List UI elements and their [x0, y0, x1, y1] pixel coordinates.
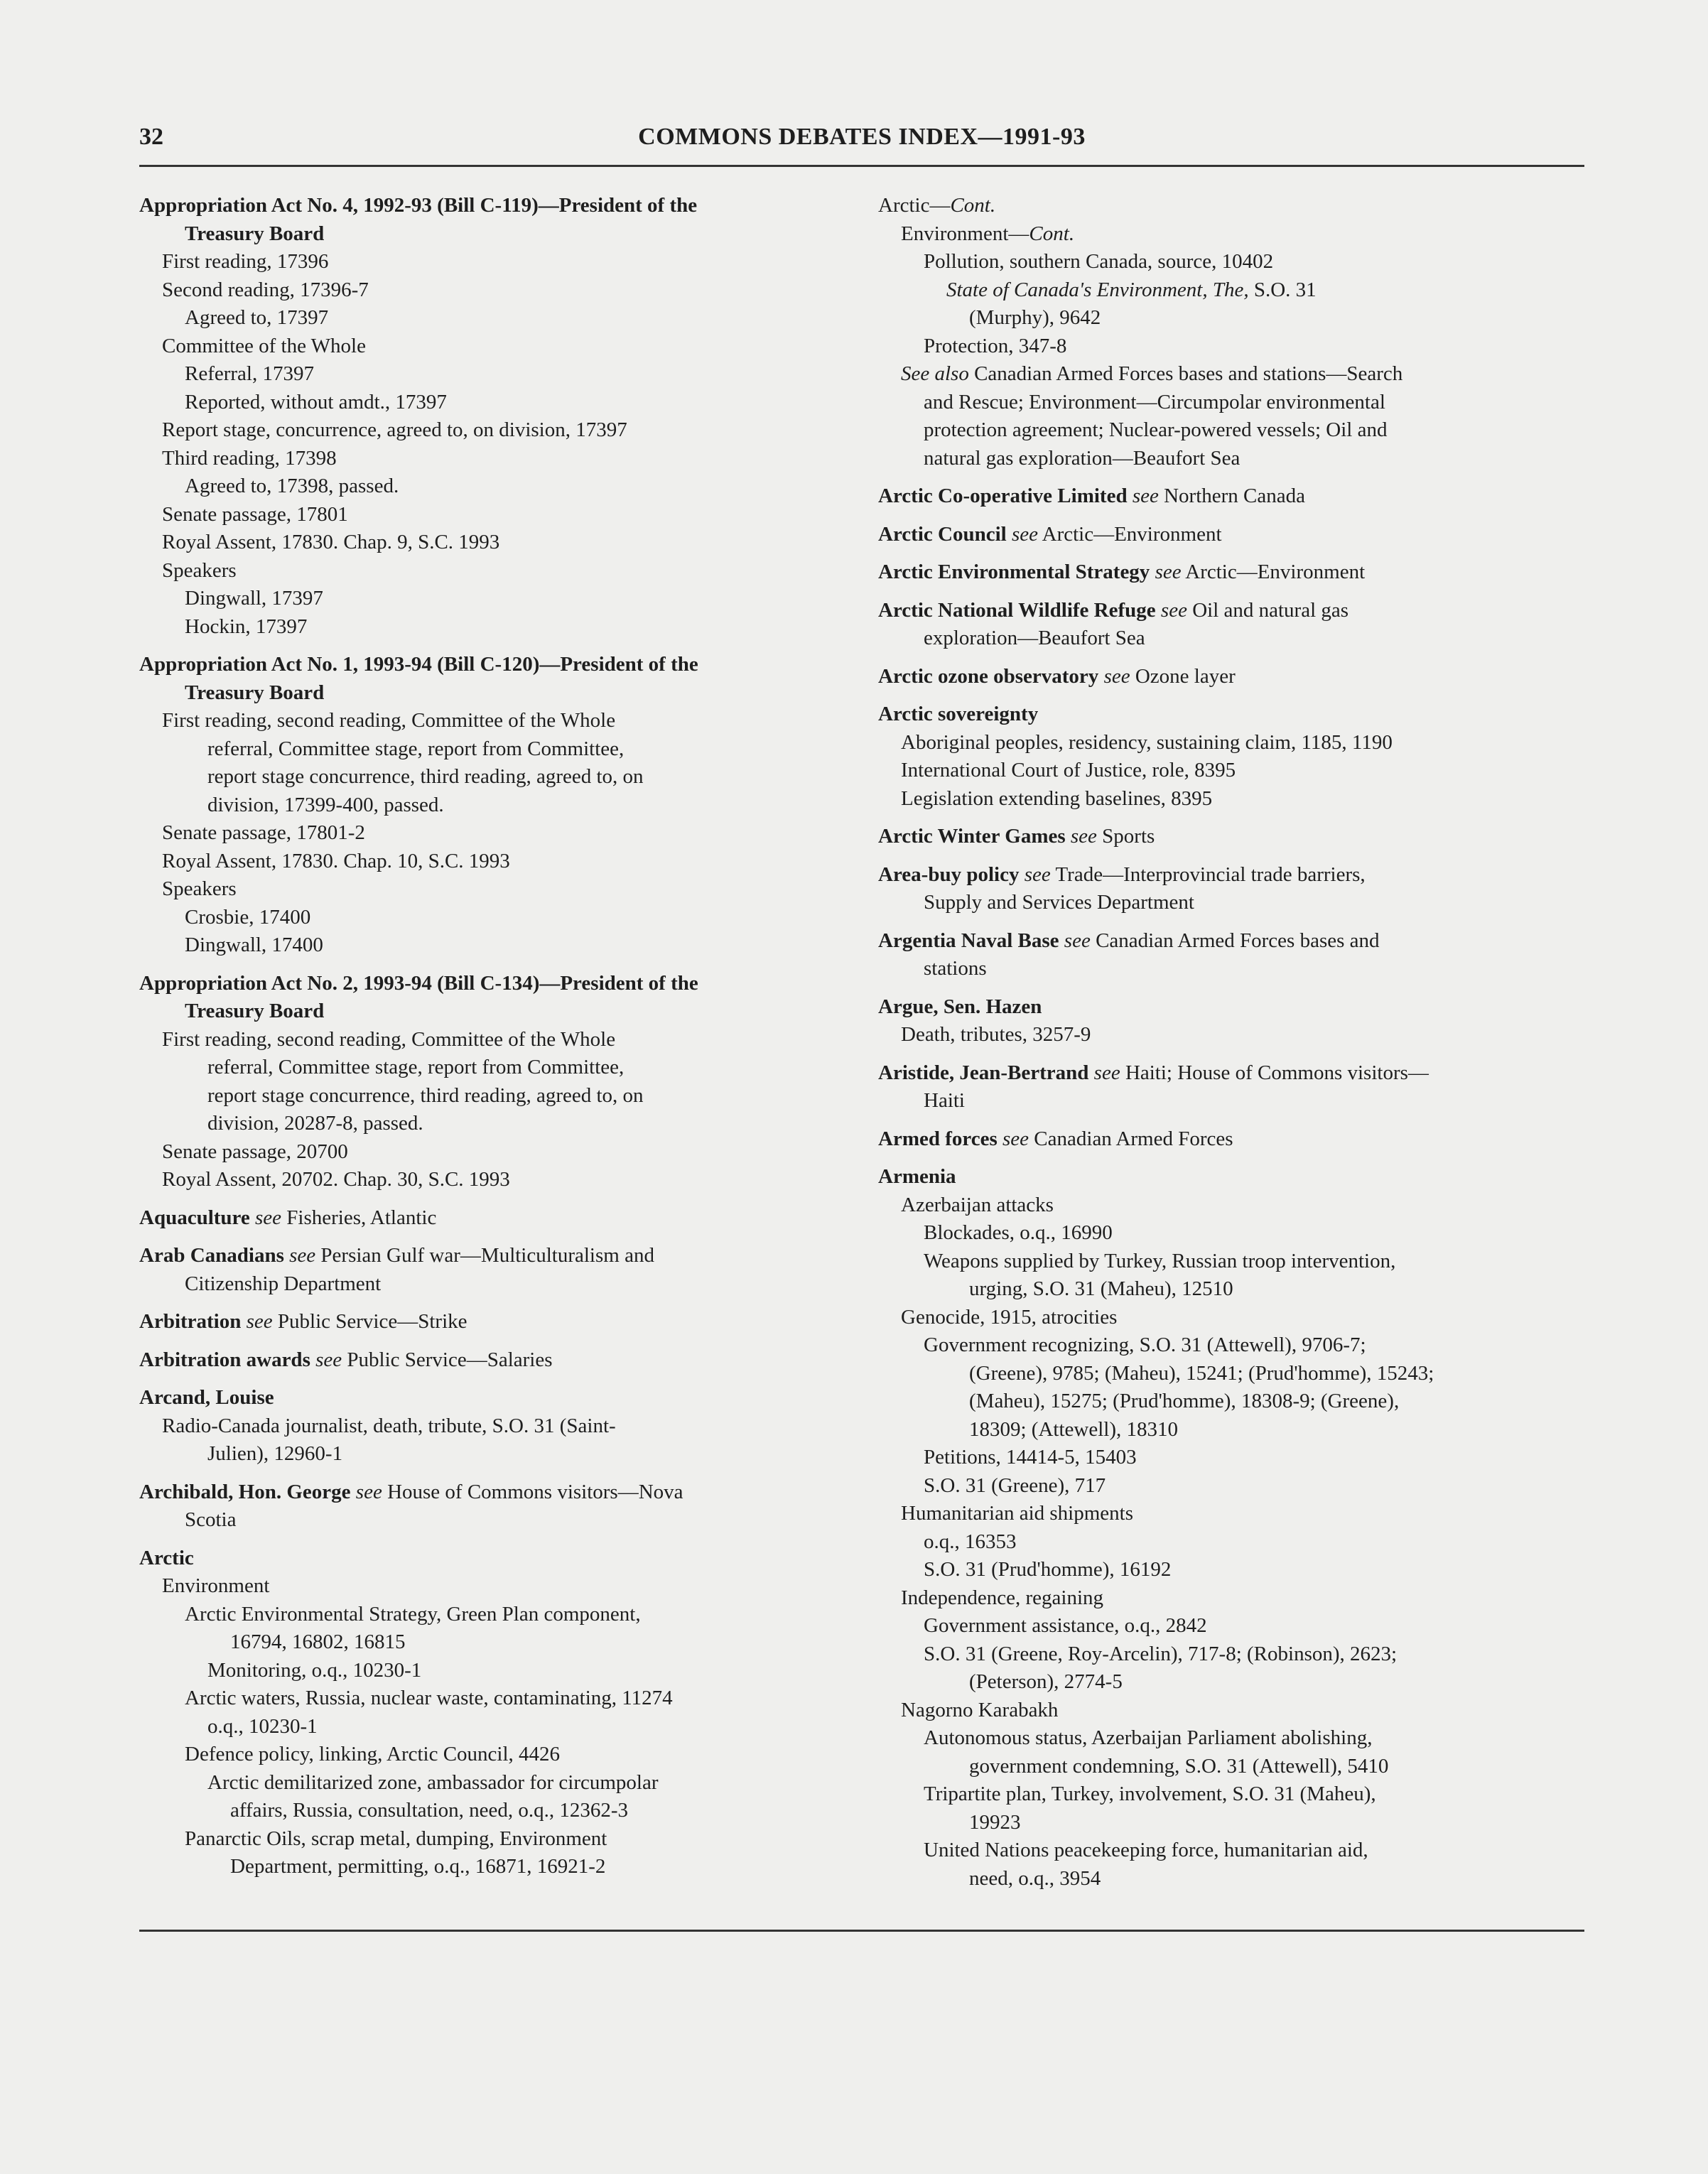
entry-term: Aquaculture: [139, 1206, 250, 1229]
see-reference: see: [355, 1480, 382, 1503]
subentry: Weapons supplied by Turkey, Russian troop intervention,: [924, 1249, 1396, 1272]
see-reference: see: [255, 1206, 282, 1229]
see-reference: see: [1132, 485, 1159, 507]
subentry: Royal Assent, 17830. Chap. 10, S.C. 1993: [162, 849, 510, 872]
cross-reference-cont: stations: [924, 957, 987, 980]
left-column: [139, 192, 843, 1891]
index-entry-armed-forces: [878, 1125, 1582, 1154]
index-entry-arctic-sovereignty: [878, 701, 1582, 813]
subentry: 18309; (Attewell), 18310: [969, 1417, 1178, 1441]
entry-line: [878, 558, 1582, 587]
index-entry-aquaculture: [139, 1204, 843, 1233]
entry-term: Arctic: [139, 1546, 194, 1569]
subentry: Committee of the Whole: [162, 334, 366, 357]
subentry: need, o.q., 3954: [969, 1866, 1101, 1890]
index-entry-appropriation-act-2: [139, 970, 843, 1194]
cross-reference: Canadian Armed Forces bases and stations—Search: [974, 362, 1403, 385]
subentry: report stage concurrence, third reading, agreed to, on: [207, 1083, 644, 1107]
cross-reference-cont: Citizenship Department: [185, 1272, 382, 1295]
subentry: S.O. 31 (Greene, Roy-Arcelin), 717-8; (Robinson), 2623;: [924, 1642, 1398, 1665]
subentry: Petitions, 14414-5, 15403: [924, 1446, 1137, 1469]
cross-reference: Persian Gulf war—Multiculturalism and: [320, 1244, 654, 1267]
index-entry-appropriation-act-1: [139, 651, 843, 960]
subentry: division, 17399-400, passed.: [207, 793, 444, 816]
entry-line: [139, 1204, 843, 1233]
entry-line: [878, 861, 1582, 889]
entry-term: Area-buy policy: [878, 862, 1020, 886]
subentry: United Nations peacekeeping force, humanitarian aid,: [924, 1839, 1368, 1861]
cross-reference: Canadian Armed Forces bases and: [1096, 929, 1380, 952]
subentry: division, 20287-8, passed.: [207, 1112, 423, 1135]
subentry: Crosbie, 17400: [185, 905, 311, 929]
see-reference: see: [1024, 862, 1051, 886]
see-reference: see: [1103, 664, 1130, 688]
subentry: Aboriginal peoples, residency, sustaining claim, 1185, 1190: [901, 730, 1393, 754]
see-reference: see: [1093, 1061, 1120, 1084]
subentry: urging, S.O. 31 (Maheu), 12510: [969, 1277, 1233, 1300]
page-number: 32: [139, 124, 163, 150]
entry-line: [878, 823, 1582, 851]
subentry: Tripartite plan, Turkey, involvement, S.O. 31 (Maheu),: [924, 1783, 1376, 1805]
cross-reference: Oil and natural gas: [1192, 598, 1349, 622]
subentry: Agreed to, 17397: [185, 306, 329, 329]
entry-term: Argentia Naval Base: [878, 929, 1059, 952]
entry-line: [878, 1059, 1582, 1088]
subentry: Legislation extending baselines, 8395: [901, 786, 1213, 810]
entry-line: [878, 1125, 1582, 1154]
entry-line: [878, 482, 1582, 511]
index-entry-arctic-ozone: [878, 663, 1582, 691]
subentry: Department, permitting, o.q., 16871, 16921-2: [230, 1855, 606, 1878]
subentry: Autonomous status, Azerbaijan Parliament abolishing,: [924, 1726, 1373, 1749]
subentry: Speakers: [162, 558, 237, 582]
running-head: [139, 119, 1584, 155]
see-reference: see: [1011, 522, 1038, 546]
entry-term: Arctic National Wildlife Refuge: [878, 598, 1156, 622]
entry-line: [139, 1308, 843, 1336]
subentry-ref: S.O. 31: [1253, 278, 1317, 301]
subentry: report stage concurrence, third reading, agreed to, on: [207, 765, 644, 788]
subentry: Azerbaijan attacks: [901, 1193, 1054, 1216]
index-entry-argentia: [878, 927, 1582, 983]
index-entry-arctic-cont: [878, 192, 1582, 472]
entry-term: Archibald, Hon. George: [139, 1480, 351, 1503]
cross-reference: Northern Canada: [1164, 485, 1306, 507]
entry-term: Arab Canadians: [139, 1244, 284, 1267]
subentry: Arctic waters, Russia, nuclear waste, contaminating, 11274: [185, 1687, 673, 1709]
index-entry-area-buy-policy: [878, 861, 1582, 917]
cross-reference-cont: protection agreement; Nuclear-powered vessels; Oil and: [924, 418, 1388, 441]
right-column: [878, 192, 1582, 1903]
subentry: Dingwall, 17397: [185, 587, 323, 610]
index-entry-arab-canadians: [139, 1242, 843, 1298]
entry-term: Arctic ozone observatory: [878, 664, 1099, 688]
cross-reference: Fisheries, Atlantic: [286, 1206, 437, 1229]
index-entry-appropriation-act-4: [139, 192, 843, 641]
subentry: referral, Committee stage, report from Committee,: [207, 737, 625, 760]
subentry: Reported, without amdt., 17397: [185, 390, 447, 413]
page-title: COMMONS DEBATES INDEX—1991-93: [638, 124, 1086, 150]
entry-term: Arctic Winter Games: [878, 825, 1066, 848]
entry-term: Armenia: [878, 1165, 956, 1188]
subentry: Report stage, concurrence, agreed to, on division, 17397: [162, 418, 627, 441]
subentry: Arctic demilitarized zone, ambassador for circumpolar: [207, 1770, 659, 1794]
see-reference: see: [1160, 598, 1187, 622]
publication-title: State of Canada's Environment, The,: [946, 278, 1249, 301]
subentry: (Murphy), 9642: [969, 306, 1101, 329]
entry-term: Armed forces: [878, 1127, 998, 1150]
entry-line: [878, 192, 1582, 220]
cross-reference: Canadian Armed Forces: [1034, 1127, 1233, 1150]
entry-term: Argue, Sen. Hazen: [878, 995, 1042, 1018]
subentry: Dingwall, 17400: [185, 934, 323, 956]
subentry: S.O. 31 (Prud'homme), 16192: [924, 1558, 1172, 1581]
subentry: Second reading, 17396-7: [162, 278, 369, 301]
cross-reference-cont: Supply and Services Department: [924, 891, 1194, 914]
subentry: S.O. 31 (Greene), 717: [924, 1473, 1106, 1497]
subentry: referral, Committee stage, report from Committee,: [207, 1056, 625, 1078]
entry-heading-cont: Treasury Board: [185, 681, 325, 704]
subentry: Julien), 12960-1: [207, 1442, 343, 1465]
index-entry-argue: [878, 993, 1582, 1049]
entry-heading: Appropriation Act No. 4, 1992-93 (Bill C-119)—President of the: [139, 194, 698, 217]
subentry: Hockin, 17397: [185, 615, 308, 638]
index-entry-arbitration: [139, 1308, 843, 1336]
index-entry-arctic-wildlife: [878, 597, 1582, 653]
subentry: Third reading, 17398: [162, 446, 337, 470]
footer-rule: [139, 1930, 1584, 1932]
subentry: Senate passage, 17801-2: [162, 821, 365, 844]
subentry: 16794, 16802, 16815: [230, 1630, 406, 1653]
entry-line: [878, 521, 1582, 549]
cross-reference: Arctic—Environment: [1042, 522, 1222, 546]
subentry: [878, 276, 1582, 305]
index-entry-archibald: [139, 1478, 843, 1535]
see-reference: see: [246, 1310, 273, 1333]
subentry: Senate passage, 17801: [162, 502, 348, 526]
entry-term: Arctic sovereignty: [878, 703, 1039, 725]
subentry: Genocide, 1915, atrocities: [901, 1305, 1118, 1329]
subentry: Environment: [162, 1574, 270, 1597]
cross-reference-cont: exploration—Beaufort Sea: [924, 627, 1145, 649]
cross-reference-cont: and Rescue; Environment—Circumpolar environmental: [924, 390, 1385, 413]
entry-heading-cont: Treasury Board: [185, 222, 325, 245]
see-also-reference: See also: [901, 362, 969, 385]
see-reference: see: [1155, 561, 1182, 583]
cross-reference: Arctic—Environment: [1185, 561, 1366, 583]
subentry: Protection, 347-8: [924, 334, 1067, 357]
subentry: Referral, 17397: [185, 362, 314, 385]
subentry: Nagorno Karabakh: [901, 1698, 1059, 1721]
subentry: Humanitarian aid shipments: [901, 1502, 1133, 1525]
index-entry-armenia: [878, 1163, 1582, 1893]
subentry: First reading, second reading, Committee of the Whole: [162, 709, 616, 732]
subentry: (Maheu), 15275; (Prud'homme), 18308-9; (Greene),: [969, 1390, 1400, 1412]
index-entry-arctic-env-strategy: [878, 558, 1582, 587]
entry-line: [878, 597, 1582, 625]
subentry: Royal Assent, 17830. Chap. 9, S.C. 1993: [162, 531, 500, 553]
continued-label: Cont.: [1029, 222, 1075, 245]
see-reference: see: [315, 1348, 342, 1371]
entry-term: Arctic—: [878, 194, 951, 217]
continued-label: Cont.: [950, 194, 996, 217]
cross-reference-cont: natural gas exploration—Beaufort Sea: [924, 446, 1241, 470]
subentry: Independence, regaining: [901, 1586, 1104, 1609]
cross-reference: Sports: [1102, 825, 1155, 848]
entry-line: [139, 1346, 843, 1375]
subentry: affairs, Russia, consultation, need, o.q., 12362-3: [230, 1799, 629, 1822]
subentry: International Court of Justice, role, 8395: [901, 759, 1236, 782]
subentry: First reading, 17396: [162, 250, 329, 273]
entry-term: Arbitration awards: [139, 1348, 310, 1371]
subentry: (Greene), 9785; (Maheu), 15241; (Prud'homme), 15243;: [969, 1361, 1434, 1385]
subentry: Defence policy, linking, Arctic Council, 4426: [185, 1743, 561, 1765]
cross-reference: Public Service—Strike: [277, 1310, 467, 1333]
header-rule: [139, 165, 1584, 167]
subentry: Government assistance, o.q., 2842: [924, 1614, 1207, 1637]
subentry: Agreed to, 17398, passed.: [185, 475, 399, 497]
subentry: Government recognizing, S.O. 31 (Attewell), 9706-7;: [924, 1334, 1366, 1356]
index-entry-arbitration-awards: [139, 1346, 843, 1375]
subentry: Arctic Environmental Strategy, Green Plan component,: [185, 1602, 641, 1626]
cross-reference: Ozone layer: [1135, 664, 1236, 688]
subentry: o.q., 10230-1: [207, 1714, 318, 1738]
entry-term: Arctic Co-operative Limited: [878, 485, 1128, 507]
subentry: government condemning, S.O. 31 (Attewell), 5410: [969, 1754, 1389, 1778]
see-reference: see: [1002, 1127, 1029, 1150]
entry-line: [878, 927, 1582, 956]
entry-line: [139, 1242, 843, 1270]
entry-term: Aristide, Jean-Bertrand: [878, 1061, 1089, 1084]
subentry: Speakers: [162, 877, 237, 900]
subentry: Senate passage, 20700: [162, 1140, 348, 1163]
subentry: Panarctic Oils, scrap metal, dumping, Environment: [185, 1827, 607, 1850]
subentry: Pollution, southern Canada, source, 10402: [924, 250, 1274, 273]
subentry: Death, tributes, 3257-9: [901, 1023, 1091, 1046]
entry-term: Arctic Council: [878, 522, 1007, 546]
index-entry-arctic: [139, 1545, 843, 1881]
cross-reference-cont: Haiti: [924, 1089, 965, 1112]
subentry: 19923: [969, 1810, 1021, 1834]
see-reference: see: [1064, 929, 1091, 952]
entry-heading: Appropriation Act No. 2, 1993-94 (Bill C-134)—President of the: [139, 971, 698, 995]
entry-heading: Appropriation Act No. 1, 1993-94 (Bill C-120)—President of the: [139, 653, 698, 676]
see-reference: see: [1070, 825, 1097, 848]
subentry: Radio-Canada journalist, death, tribute, S.O. 31 (Saint-: [162, 1414, 616, 1437]
index-entry-arctic-council: [878, 521, 1582, 549]
subentry: o.q., 16353: [924, 1530, 1017, 1553]
index-entry-arctic-coop: [878, 482, 1582, 511]
cross-reference: Trade—Interprovincial trade barriers,: [1055, 862, 1366, 886]
see-reference: see: [289, 1244, 316, 1267]
subentry: Blockades, o.q., 16990: [924, 1221, 1113, 1244]
subentry: First reading, second reading, Committee of the Whole: [162, 1027, 616, 1051]
cross-reference: House of Commons visitors—Nova: [387, 1480, 683, 1503]
subentry: (Peterson), 2774-5: [969, 1670, 1123, 1693]
index-entry-arcand: [139, 1384, 843, 1469]
entry-heading-cont: Treasury Board: [185, 1000, 325, 1022]
cross-reference: Haiti; House of Commons visitors—: [1125, 1061, 1429, 1084]
cross-reference: Public Service—Salaries: [347, 1348, 553, 1371]
index-entry-arctic-winter-games: [878, 823, 1582, 851]
entry-term: Arcand, Louise: [139, 1386, 274, 1409]
entry-line: [139, 1478, 843, 1507]
subentry-term: Environment—: [901, 222, 1029, 245]
entry-term: Arctic Environmental Strategy: [878, 561, 1150, 583]
entry-term: Arbitration: [139, 1310, 242, 1333]
subentry: Royal Assent, 20702. Chap. 30, S.C. 1993: [162, 1168, 510, 1191]
subentry: [878, 220, 1582, 249]
entry-line: [878, 663, 1582, 691]
see-also-line: [878, 360, 1582, 389]
cross-reference-cont: Scotia: [185, 1508, 237, 1531]
subentry: Monitoring, o.q., 10230-1: [207, 1658, 422, 1682]
index-entry-aristide: [878, 1059, 1582, 1115]
